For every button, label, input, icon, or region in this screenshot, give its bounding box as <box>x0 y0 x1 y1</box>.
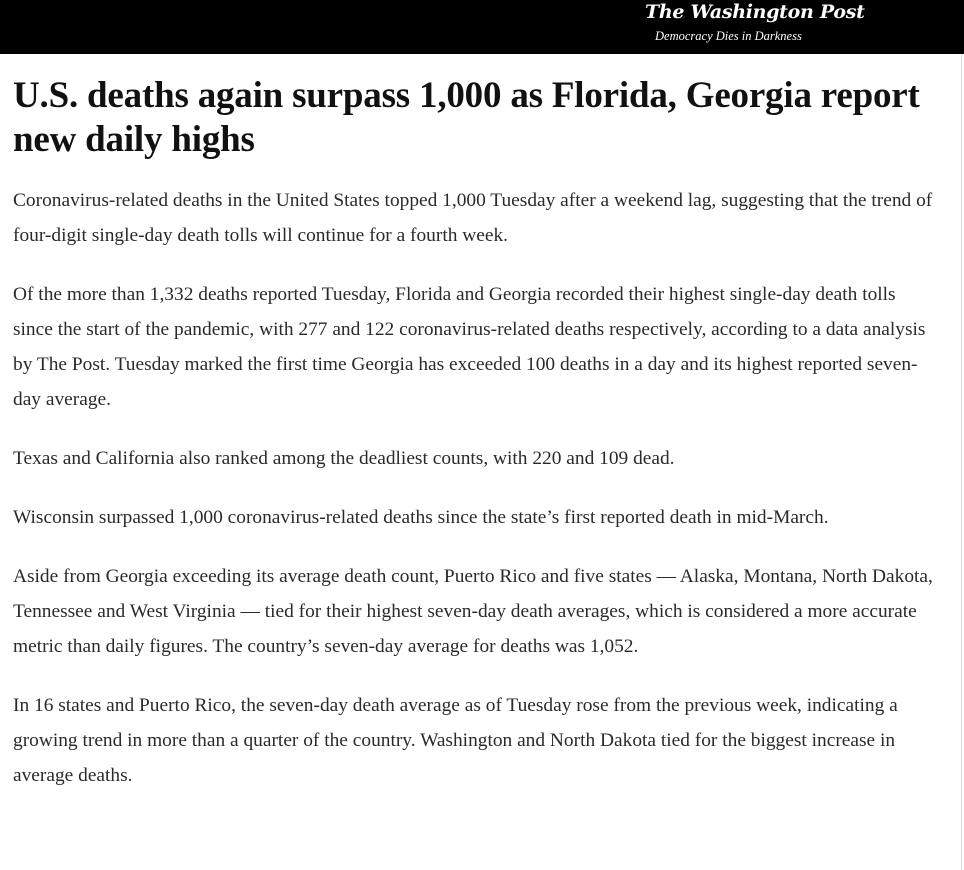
article-paragraph: Of the more than 1,332 deaths reported Tuesday, Florida and Georgia recorded their highest single-day death tolls since the start of the pandemic, with 277 and 122 coronavirus-related deaths respectively, according to a data analysis by The Post. Tuesday marked the first time Georgia has exceeded 100 deaths in a day and its highest reported seven-day average. <box>13 284 926 410</box>
article-headline: U.S. deaths again surpass 1,000 as Florida, Georgia report new daily highs <box>13 75 920 160</box>
article-paragraph: Aside from Georgia exceeding its average death count, Puerto Rico and five states — Alaska, Montana, North Dakota, Tennessee and West Virginia — tied for their highest seven-day death averages, which is considered a more accurate metric than daily figures. The country’s seven-day average for deaths was 1,052. <box>13 566 933 657</box>
masthead <box>0 0 964 54</box>
article-paragraph: Wisconsin surpassed 1,000 coronavirus-related deaths since the state’s first reported death in mid-March. <box>13 507 829 528</box>
article-paragraph: Coronavirus-related deaths in the United States topped 1,000 Tuesday after a weekend lag, suggesting that the trend of four-digit single-day death tolls will continue for a fourth week. <box>13 190 933 246</box>
article-body <box>13 183 933 793</box>
article <box>13 74 933 817</box>
article-paragraph: In 16 states and Puerto Rico, the seven-day death average as of Tuesday rose from the previous week, indicating a growing trend in more than a quarter of the country. Washington and North Dakota tied for the biggest increase in average deaths. <box>13 695 898 786</box>
masthead-logo[interactable]: The Washington Post <box>645 1 865 23</box>
article-paragraph: Texas and California also ranked among the deadliest counts, with 220 and 109 dead. <box>13 448 675 469</box>
masthead-tagline: Democracy Dies in Darkness <box>655 29 802 43</box>
page-right-border <box>961 54 962 870</box>
